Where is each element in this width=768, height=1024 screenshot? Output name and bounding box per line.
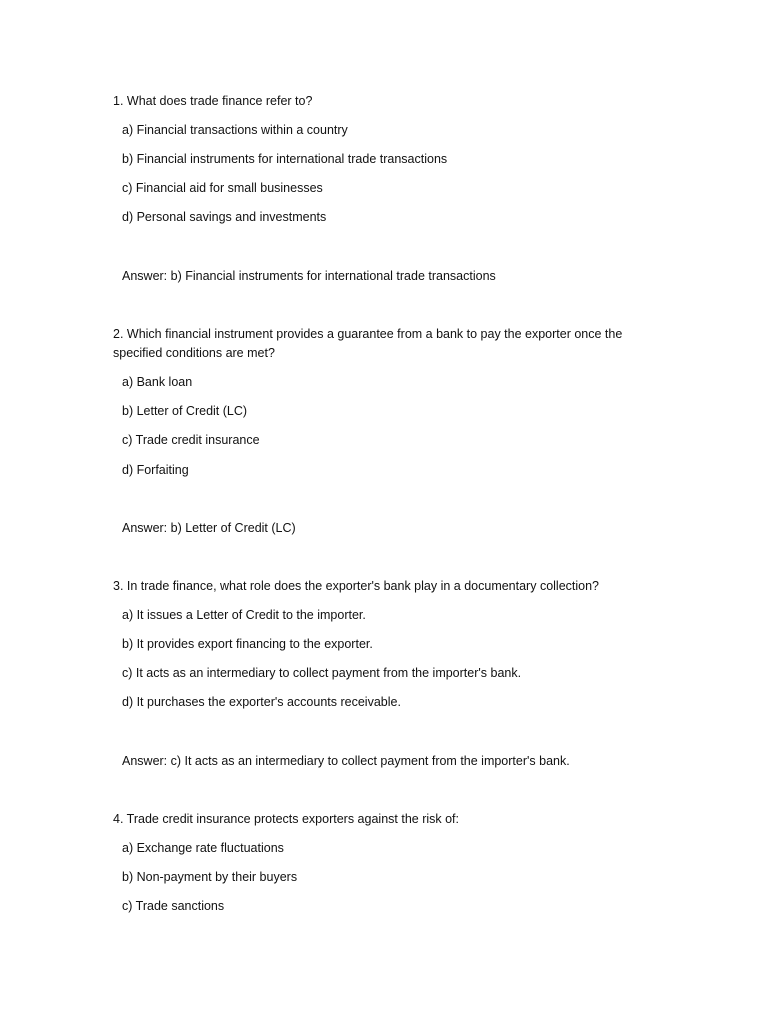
question-1-text: 1. What does trade finance refer to?: [113, 94, 313, 108]
question-4-text: 4. Trade credit insurance protects exporters against the risk of:: [113, 812, 460, 826]
question-2-option-d: d) Forfaiting: [122, 463, 189, 477]
question-3-answer: Answer: c) It acts as an intermediary to collect payment from the importer's bank.: [122, 754, 570, 768]
question-3-option-c: c) It acts as an intermediary to collect payment from the importer's bank.: [122, 666, 522, 680]
question-1-answer: Answer: b) Financial instruments for international trade transactions: [122, 269, 496, 283]
question-2-option-a: a) Bank loan: [122, 375, 193, 389]
question-2-text: 2. Which financial instrument provides a guarantee from a bank to pay the exporter once the specified conditions are met?: [113, 327, 623, 360]
question-4-option-c: c) Trade sanctions: [122, 899, 225, 913]
question-3-option-b: b) It provides export financing to the exporter.: [122, 637, 373, 651]
question-3-option-d: d) It purchases the exporter's accounts receivable.: [122, 695, 401, 709]
question-3-option-a: a) It issues a Letter of Credit to the importer.: [122, 608, 366, 622]
question-4-option-b: b) Non-payment by their buyers: [122, 870, 298, 884]
question-1-option-d: d) Personal savings and investments: [122, 210, 327, 224]
question-1-option-a: a) Financial transactions within a country: [122, 123, 348, 137]
question-2-option-c: c) Trade credit insurance: [122, 433, 260, 447]
question-1-option-b: b) Financial instruments for international trade transactions: [122, 152, 448, 166]
question-4-option-a: a) Exchange rate fluctuations: [122, 841, 284, 855]
question-2-option-b: b) Letter of Credit (LC): [122, 404, 248, 418]
question-1-option-c: c) Financial aid for small businesses: [122, 181, 323, 195]
question-3-text: 3. In trade finance, what role does the exporter's bank play in a documentary collection?: [113, 579, 600, 593]
question-2-answer: Answer: b) Letter of Credit (LC): [122, 521, 296, 535]
